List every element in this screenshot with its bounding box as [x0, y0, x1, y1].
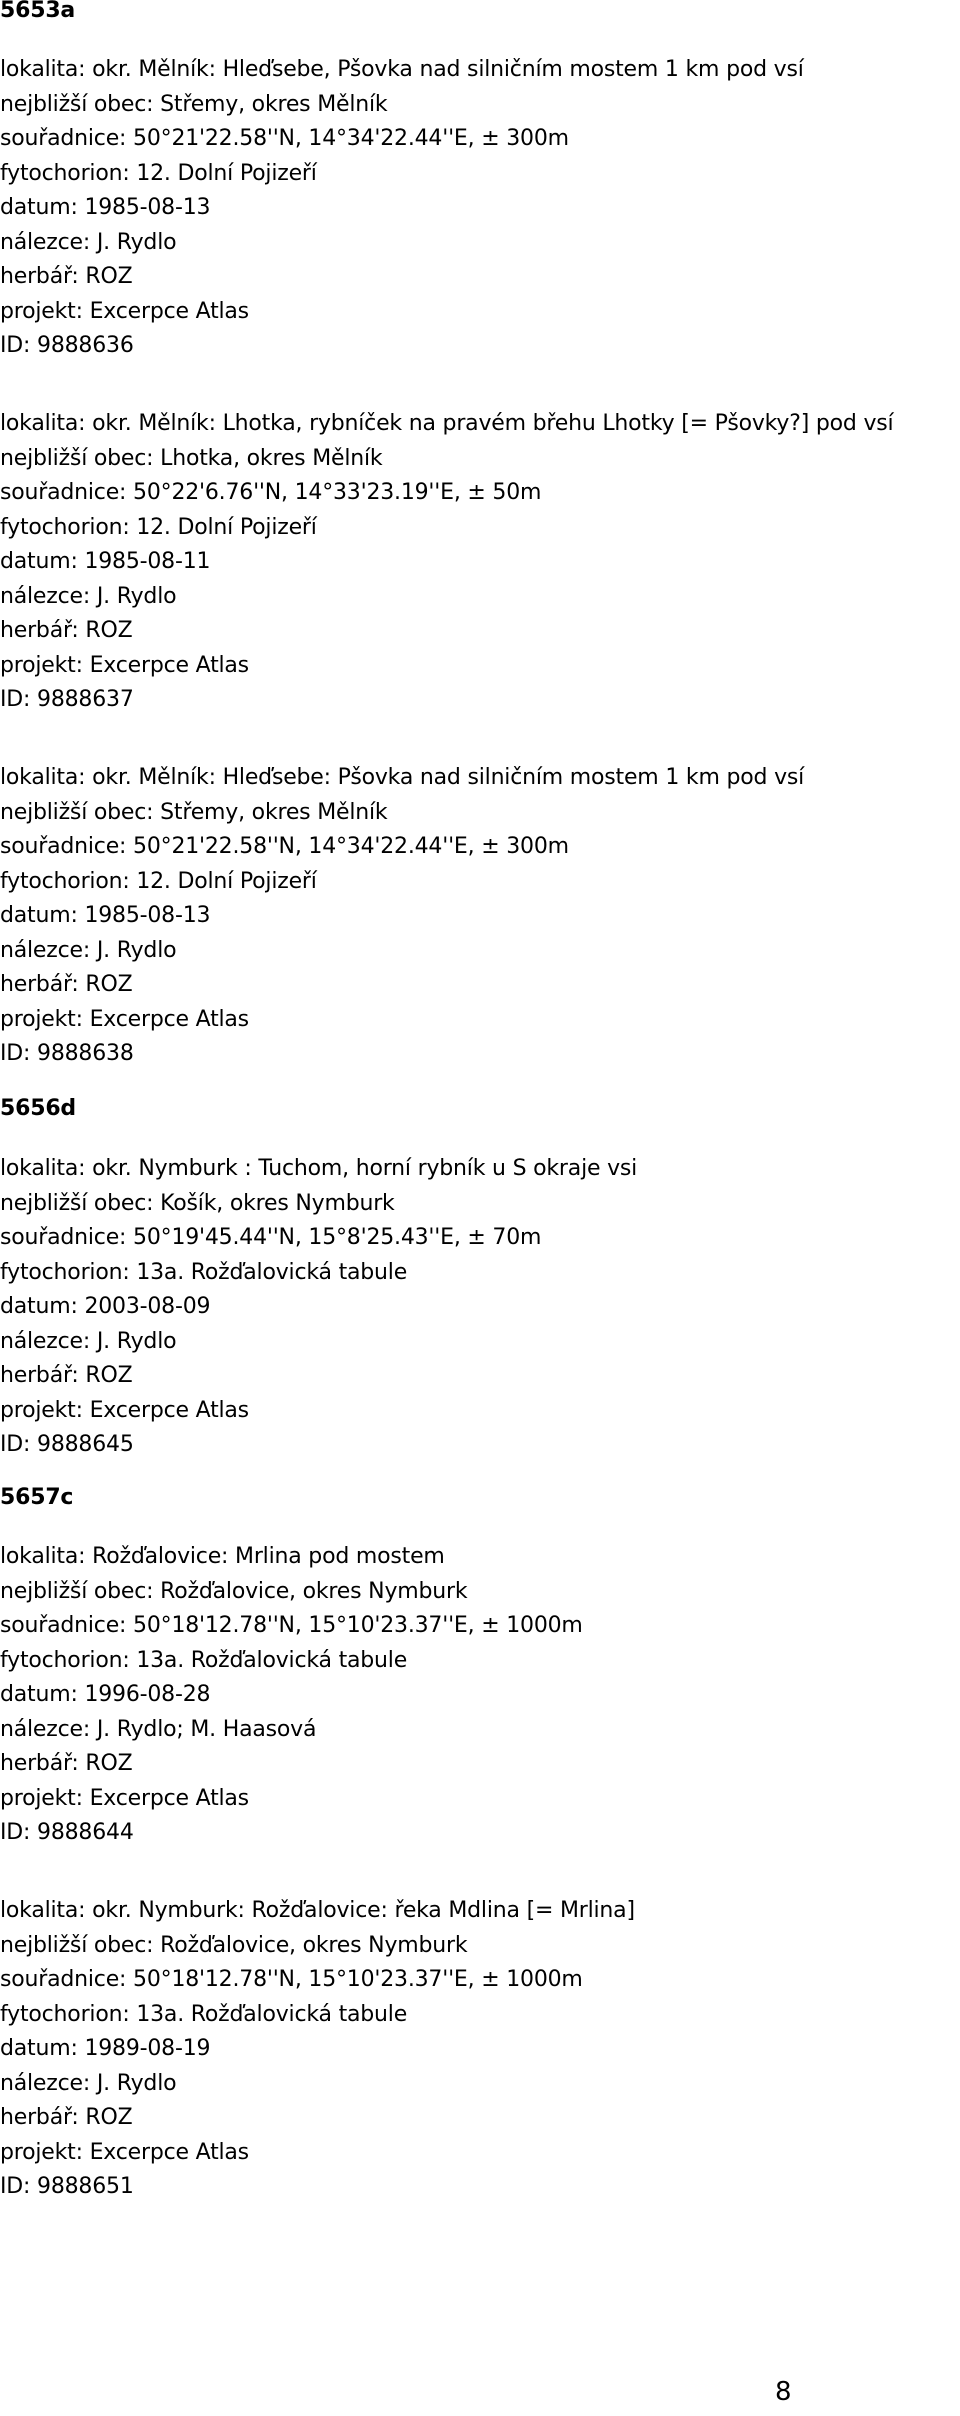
section-heading: 5653a	[0, 0, 76, 23]
record-souradnice: souřadnice: 50°18'12.78''N, 15°10'23.37''E, ± 1000m	[0, 1613, 583, 1638]
record-souradnice: souřadnice: 50°19'45.44''N, 15°8'25.43''E, ± 70m	[0, 1225, 542, 1250]
record-herbar: herbář: ROZ	[0, 972, 133, 997]
record-9888636	[0, 53, 804, 364]
record-herbar: herbář: ROZ	[0, 264, 133, 289]
record-9888638	[0, 761, 804, 1072]
record-herbar: herbář: ROZ	[0, 1363, 133, 1388]
record-fytochorion: fytochorion: 12. Dolní Pojizeří	[0, 868, 317, 894]
record-herbar: herbář: ROZ	[0, 2105, 133, 2130]
record-fytochorion: fytochorion: 13a. Rožďalovická tabule	[0, 1259, 408, 1285]
record-projekt: projekt: Excerpce Atlas	[0, 298, 249, 324]
record-9888637	[0, 407, 893, 718]
record-lokalita: lokalita: okr. Nymburk : Tuchom, horní rybník u S okraje vsi	[0, 1156, 638, 1181]
record-nalezce: nálezce: J. Rydlo	[0, 937, 177, 963]
record-projekt: projekt: Excerpce Atlas	[0, 652, 249, 678]
record-lokalita: lokalita: okr. Mělník: Hleďsebe: Pšovka nad silničním mostem 1 km pod vsí	[0, 765, 805, 790]
record-projekt: projekt: Excerpce Atlas	[0, 1397, 249, 1423]
record-id: ID: 9888636	[0, 333, 134, 358]
record-obec: nejbližší obec: Lhotka, okres Mělník	[0, 445, 383, 471]
record-id: ID: 9888645	[0, 1432, 134, 1457]
record-obec: nejbližší obec: Střemy, okres Mělník	[0, 799, 388, 825]
record-datum: datum: 1996-08-28	[0, 1682, 211, 1707]
record-datum: datum: 1989-08-19	[0, 2036, 211, 2061]
section-heading: 5657c	[0, 1485, 74, 1510]
record-nalezce: nálezce: J. Rydlo; M. Haasová	[0, 1716, 317, 1742]
record-lokalita: lokalita: okr. Mělník: Hleďsebe, Pšovka nad silničním mostem 1 km pod vsí	[0, 57, 804, 82]
record-fytochorion: fytochorion: 12. Dolní Pojizeří	[0, 514, 317, 540]
record-9888644	[0, 1540, 583, 1851]
record-souradnice: souřadnice: 50°21'22.58''N, 14°34'22.44''E, ± 300m	[0, 126, 569, 151]
record-id: ID: 9888651	[0, 2174, 134, 2199]
record-nalezce: nálezce: J. Rydlo	[0, 229, 177, 255]
record-projekt: projekt: Excerpce Atlas	[0, 2139, 249, 2165]
record-nalezce: nálezce: J. Rydlo	[0, 1328, 177, 1354]
record-souradnice: souřadnice: 50°18'12.78''N, 15°10'23.37''E, ± 1000m	[0, 1967, 583, 1992]
record-obec: nejbližší obec: Rožďalovice, okres Nymburk	[0, 1932, 468, 1958]
record-id: ID: 9888637	[0, 687, 134, 712]
record-fytochorion: fytochorion: 13a. Rožďalovická tabule	[0, 1647, 408, 1673]
record-lokalita: lokalita: okr. Nymburk: Rožďalovice: řeka Mdlina [= Mrlina]	[0, 1898, 635, 1923]
page-number: 8	[775, 2377, 792, 2407]
record-projekt: projekt: Excerpce Atlas	[0, 1006, 249, 1032]
record-fytochorion: fytochorion: 12. Dolní Pojizeří	[0, 160, 317, 186]
record-projekt: projekt: Excerpce Atlas	[0, 1785, 249, 1811]
record-9888651	[0, 1894, 635, 2205]
record-lokalita: lokalita: okr. Mělník: Lhotka, rybníček na pravém břehu Lhotky [= Pšovky?] pod vsí	[0, 411, 894, 436]
record-datum: datum: 1985-08-13	[0, 195, 211, 220]
record-herbar: herbář: ROZ	[0, 618, 133, 643]
record-fytochorion: fytochorion: 13a. Rožďalovická tabule	[0, 2001, 408, 2027]
section-heading: 5656d	[0, 1096, 76, 1121]
record-herbar: herbář: ROZ	[0, 1751, 133, 1776]
record-lokalita: lokalita: Rožďalovice: Mrlina pod mostem	[0, 1544, 445, 1569]
record-souradnice: souřadnice: 50°22'6.76''N, 14°33'23.19''E, ± 50m	[0, 480, 542, 505]
record-id: ID: 9888638	[0, 1041, 134, 1066]
record-datum: datum: 1985-08-13	[0, 903, 211, 928]
record-obec: nejbližší obec: Košík, okres Nymburk	[0, 1190, 395, 1216]
record-datum: datum: 2003-08-09	[0, 1294, 211, 1319]
record-9888645	[0, 1152, 637, 1463]
record-souradnice: souřadnice: 50°21'22.58''N, 14°34'22.44''E, ± 300m	[0, 834, 569, 859]
record-id: ID: 9888644	[0, 1820, 134, 1845]
record-obec: nejbližší obec: Rožďalovice, okres Nymburk	[0, 1578, 468, 1604]
record-nalezce: nálezce: J. Rydlo	[0, 583, 177, 609]
record-obec: nejbližší obec: Střemy, okres Mělník	[0, 91, 388, 117]
record-datum: datum: 1985-08-11	[0, 549, 211, 574]
record-nalezce: nálezce: J. Rydlo	[0, 2070, 177, 2096]
